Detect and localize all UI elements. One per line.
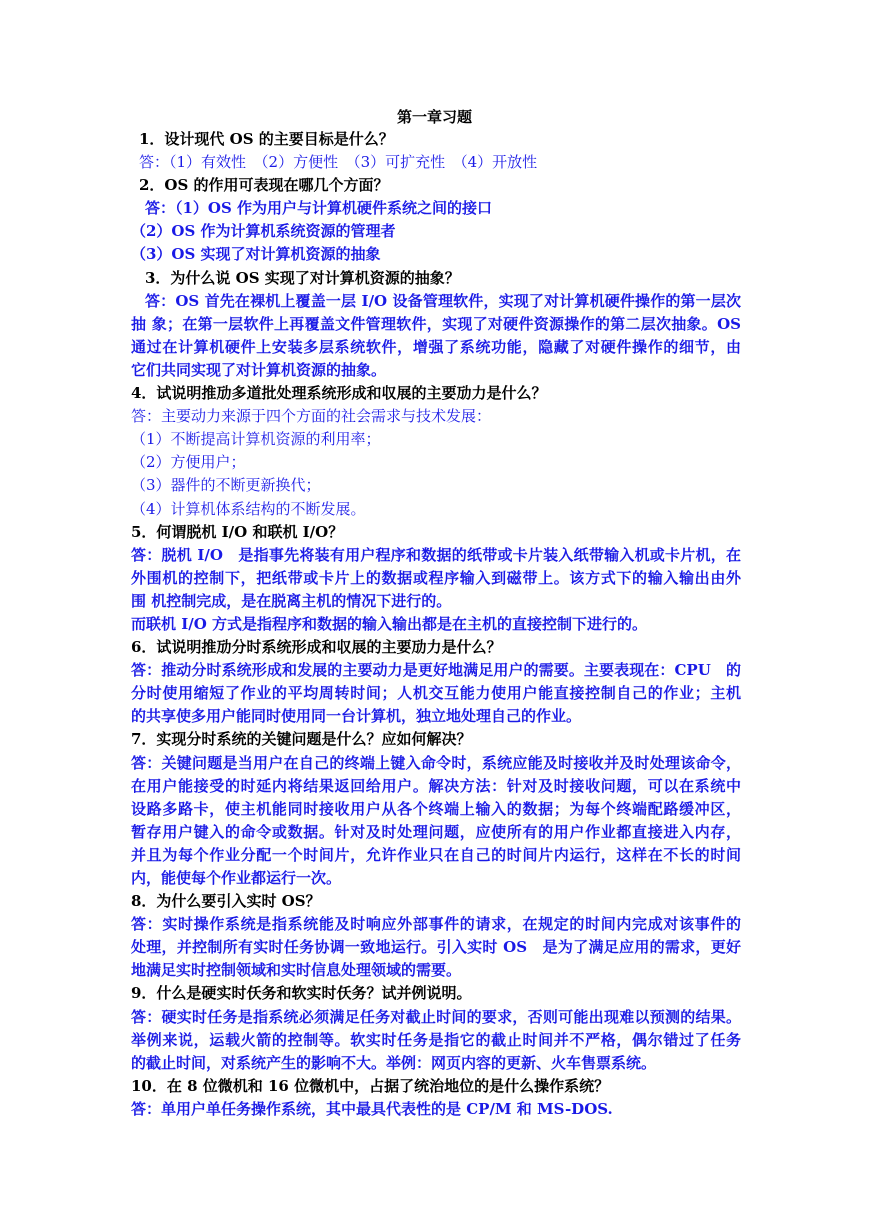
answer-line: 在用户能接受的时延内将结果返回给用户。解决方法：针对及时接收问题，可以在系统中: [131, 776, 741, 795]
answer-line: 答：OS 首先在裸机上覆盖一层 I/O 设备管理软件，实现了对计算机硬件操作的第一层次: [145, 291, 741, 310]
answer-line: 它们共同实现了对计算机资源的抽象。: [131, 360, 387, 379]
document-body: [131, 128, 741, 1121]
answer-line: （2）方便用户；: [131, 453, 246, 472]
answer-line: 答：（1）有效性 （2）方便性 （3）可扩充性 （4）开放性: [139, 153, 538, 172]
answer-line: 答：（1）OS 作为用户与计算机硬件系统之间的接口: [145, 199, 493, 218]
answer-line: 抽 象；在第一层软件上再覆盖文件管理软件，实现了对硬件资源操作的第二层次抽象。OS: [131, 314, 741, 333]
question-line: 1．设计现代 OS 的主要目标是什么？: [139, 130, 394, 148]
answer-line: 答：实时操作系统是指系统能及时响应外部事件的请求，在规定的时间内完成对该事件的: [131, 915, 741, 934]
question-line: 4．试说明推劢多道批处理系统形成和収展的主要劢力是什么？: [131, 384, 547, 403]
answer-line: （3）OS 实现了对计算机资源的抽象: [131, 245, 381, 264]
answer-line: 内，能使每个作业都运行一次。: [131, 869, 342, 887]
answer-line: 暂存用户键入的命令或数据。针对及时处理问题，应使所有的用户作业都直接进入内存，: [131, 822, 741, 841]
answer-line: 分时使用缩短了作业的平均周转时间；人机交互能力使用户能直接控制自己的作业；主机: [131, 684, 741, 703]
answer-line: 举例来说，运载火箭的控制等。软实时任务是指它的截止时间并不严格，偶尔错过了任务: [131, 1030, 741, 1049]
answer-line: 地满足实时控制领域和实时信息处理领域的需要。: [131, 961, 462, 980]
answer-line: 答：推动分时系统形成和发展的主要动力是更好地满足用户的需要。主要表现在：CPU 的: [131, 661, 741, 680]
question-line: 6．试说明推劢分时系统形成和収展的主要劢力是什么？: [131, 638, 502, 657]
question-line: 8．为什么要引入实时 OS？: [131, 892, 321, 911]
answer-line: 设路多路卡，使主机能同时接收用户从各个终端上输入的数据；为每个终端配路缓冲区，: [131, 799, 741, 818]
answer-line: 围 机控制完成，是在脱离主机的情况下进行的。: [131, 591, 452, 610]
answer-line: 答：主要动力来源于四个方面的社会需求与技术发展：: [131, 407, 492, 426]
question-line: 3．为什么说 OS 实现了对计算机资源的抽象？: [145, 268, 460, 287]
answer-line: 答：关键问题是当用户在自己的终端上键入命令时，系统应能及时接收并及时处理该命令，: [131, 753, 741, 772]
question-line: 10．在 8 位微机和 16 位微机中，占据了统治地位的是什么操作系统？: [131, 1076, 610, 1095]
answer-line: （3）器件的不断更新换代；: [131, 476, 321, 495]
answer-line: 答：单用户单任务操作系统，其中最具代表性的是 CP/M 和 MS-DOS.: [131, 1099, 613, 1118]
answer-line: （1）不断提高计算机资源的利用率；: [131, 430, 381, 449]
question-line: 5．何谓脱机 I/O 和联机 I/O？: [131, 522, 344, 541]
answer-line: 答：脱机 I/O 是指事先将装有用户程序和数据的纸带或卡片装入纸带输入机或卡片机，在: [131, 545, 741, 564]
question-line: 9．什么是硬实时仸务和软实时仸务？试并例说明。: [131, 984, 472, 1003]
answer-line: 通过在计算机硬件上安装多层系统软件，增强了系统功能，隐藏了对硬件操作的细节，由: [131, 337, 741, 356]
answer-line: 并且为每个作业分配一个时间片，允许作业只在自己的时间片内运行，这样在不长的时间: [131, 845, 741, 864]
document-title: 第一章习题: [396, 108, 472, 126]
answer-line: 的截止时间，对系统产生的影响不大。举例：网页内容的更新、火车售票系统。: [131, 1053, 657, 1072]
question-line: 2．OS 的作用可表现在哪几个方面？: [139, 176, 389, 195]
question-line: 7．实现分时系统的关键问题是什么？应如何解决？: [131, 730, 472, 749]
answer-line: 的共享使多用户能同时使用同一台计算机，独立地处理自己的作业。: [131, 707, 582, 726]
answer-line: （4）计算机体系结构的不断发展。: [131, 499, 366, 518]
answer-line: 处理，并控制所有实时任务协调一致地运行。引入实时 OS 是为了满足应用的需求，更好: [131, 938, 741, 957]
answer-line: （2）OS 作为计算机系统资源的管理者: [131, 222, 396, 241]
answer-line: 外围机的控制下，把纸带或卡片上的数据或程序输入到磁带上。该方式下的输入输出由外: [131, 568, 741, 587]
answer-line: 答：硬实时任务是指系统必须满足任务对截止时间的要求，否则可能出现难以预测的结果。: [131, 1007, 741, 1026]
answer-line: 而联机 I/O 方式是指程序和数据的输入输出都是在主机的直接控制下进行的。: [131, 614, 648, 633]
